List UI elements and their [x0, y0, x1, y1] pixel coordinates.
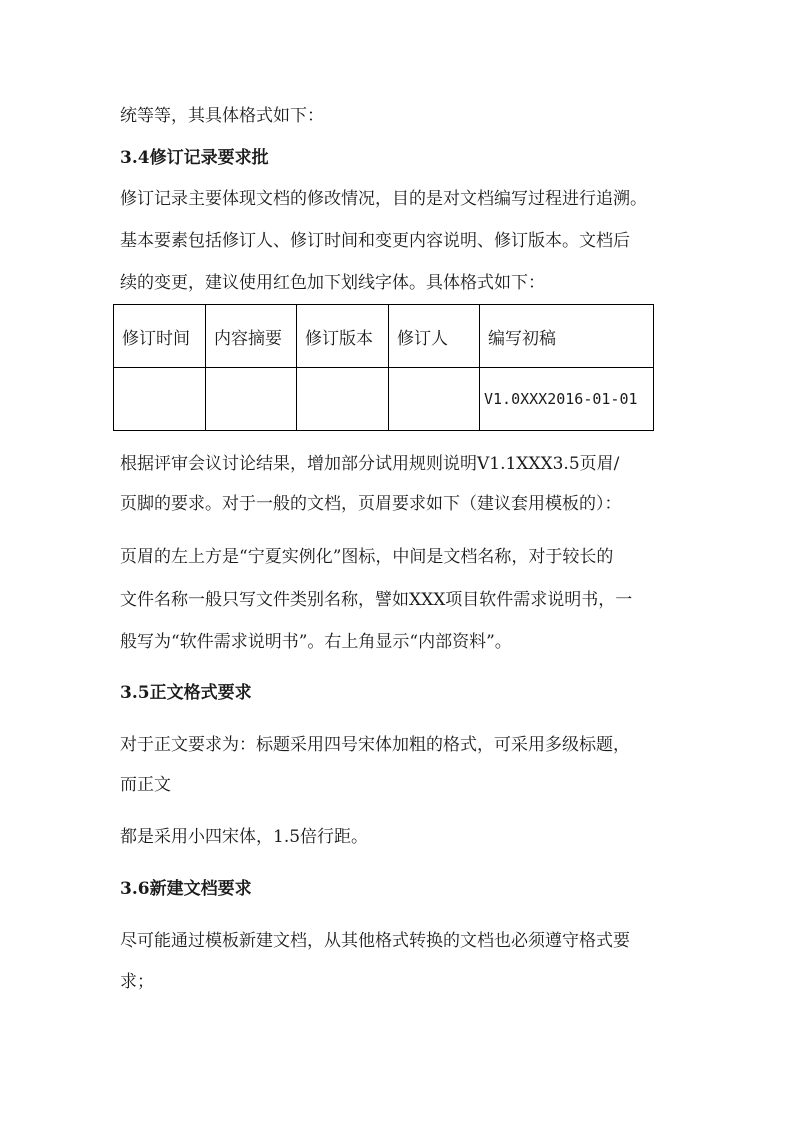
revision-record-table	[113, 304, 654, 431]
section-heading-3-4: 3.4修订记录要求批	[120, 148, 269, 168]
paragraph: 续的变更，建议使用红色加下划线字体。具体格式如下：	[120, 273, 545, 293]
paragraph: 而正文	[120, 775, 171, 795]
table-row	[114, 368, 654, 431]
paragraph: 统等等，其具体格式如下：	[120, 106, 324, 126]
table-cell	[206, 368, 297, 431]
paragraph: 求；	[120, 972, 154, 992]
table-cell	[114, 368, 206, 431]
paragraph: 根据评审会议讨论结果，增加部分试用规则说明V1.1XXX3.5页眉/	[120, 454, 620, 474]
section-heading-3-5: 3.5正文格式要求	[120, 683, 252, 703]
section-heading-3-6: 3.6新建文档要求	[120, 879, 252, 899]
table-header-cell: 编写初稿	[480, 305, 654, 368]
table-header-cell: 修订时间	[114, 305, 206, 368]
paragraph: 修订记录主要体现文档的修改情况，目的是对文档编写过程进行追溯。	[120, 189, 647, 209]
table-cell	[297, 368, 389, 431]
table-header-row	[114, 305, 654, 368]
table-cell: V1.0XXX2016-01-01	[480, 368, 654, 431]
paragraph: 都是采用小四宋体，1.5倍行距。	[120, 827, 369, 847]
paragraph: 页眉的左上方是“宁夏实例化”图标，中间是文档名称，对于较长的	[120, 547, 614, 567]
paragraph: 般写为“软件需求说明书”。右上角显示“内部资料”。	[120, 632, 512, 652]
table-header-cell: 修订人	[389, 305, 480, 368]
paragraph: 页脚的要求。对于一般的文档，页眉要求如下（建议套用模板的）：	[120, 494, 622, 514]
table-header-cell: 修订版本	[297, 305, 389, 368]
paragraph: 基本要素包括修订人、修订时间和变更内容说明、修订版本。文档后	[120, 231, 630, 251]
paragraph: 对于正文要求为：标题采用四号宋体加粗的格式，可采用多级标题，	[120, 735, 630, 755]
paragraph: 文件名称一般只写文件类别名称，譬如XXX项目软件需求说明书，一	[120, 590, 633, 610]
table-cell	[389, 368, 480, 431]
table-header-cell: 内容摘要	[206, 305, 297, 368]
paragraph: 尽可能通过模板新建文档，从其他格式转换的文档也必须遵守格式要	[120, 931, 630, 951]
